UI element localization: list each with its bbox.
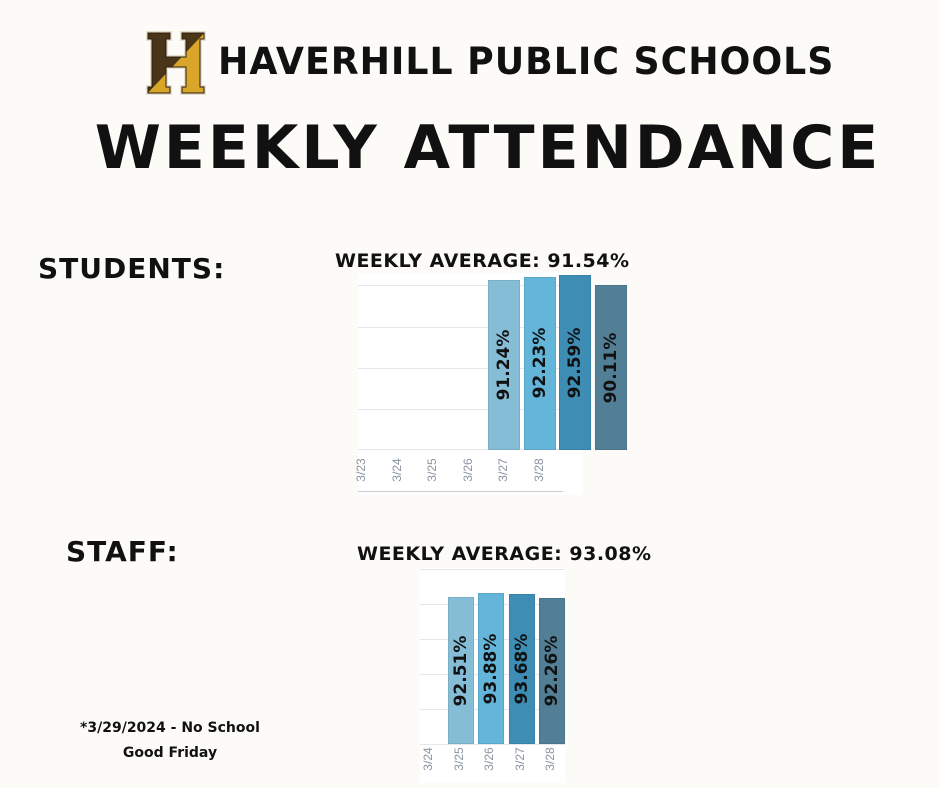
bar-value-label: 93.68% [511, 633, 532, 705]
staff-chart [420, 568, 565, 783]
bar-3-25 [448, 597, 474, 744]
bar-value-label: 93.88% [481, 633, 501, 705]
page-title: WEEKLY ATTENDANCE [94, 113, 882, 183]
bar-value-label: 90.11% [600, 332, 621, 403]
x-tick-label: 3/26 [460, 458, 475, 482]
bar-value-label: 92.26% [542, 635, 562, 707]
bar-value-label: 92.51% [450, 635, 471, 707]
bar-3-28 [595, 285, 627, 450]
staff-average: WEEKLY AVERAGE: 93.08% [357, 543, 652, 565]
x-tick-label: 3/28 [531, 458, 546, 482]
students-chart [354, 273, 621, 495]
students-average: WEEKLY AVERAGE: 91.54% [335, 250, 630, 272]
bar-3-28 [539, 598, 565, 744]
bar-value-label: 92.23% [529, 327, 550, 399]
x-tick-label: 3/24 [421, 747, 435, 771]
bar-3-26 [478, 593, 504, 744]
x-tick-label: 3/25 [451, 747, 466, 771]
footnote-date: *3/29/2024 - No School [80, 720, 260, 736]
x-tick-label: 3/24 [389, 458, 404, 482]
x-tick-label: 3/25 [425, 458, 439, 482]
school-logo [145, 30, 207, 96]
footnote-reason: Good Friday [122, 745, 218, 761]
bar-3-26 [524, 277, 556, 450]
x-tick-label: 3/27 [512, 747, 527, 771]
bar-3-27 [559, 275, 591, 450]
students-label: STUDENTS: [38, 252, 226, 285]
bar-3-27 [509, 594, 535, 744]
brand-name: HAVERHILL PUBLIC SCHOOLS [218, 40, 835, 83]
x-tick-label: 3/27 [496, 458, 510, 482]
bar-3-25 [488, 280, 520, 450]
staff-label: STAFF: [66, 535, 179, 568]
x-tick-label: 3/26 [482, 747, 496, 771]
bar-value-label: 92.59% [565, 327, 585, 398]
x-tick-label: 3/23 [354, 458, 368, 482]
bar-value-label: 91.24% [494, 329, 514, 401]
x-tick-label: 3/28 [543, 747, 557, 771]
